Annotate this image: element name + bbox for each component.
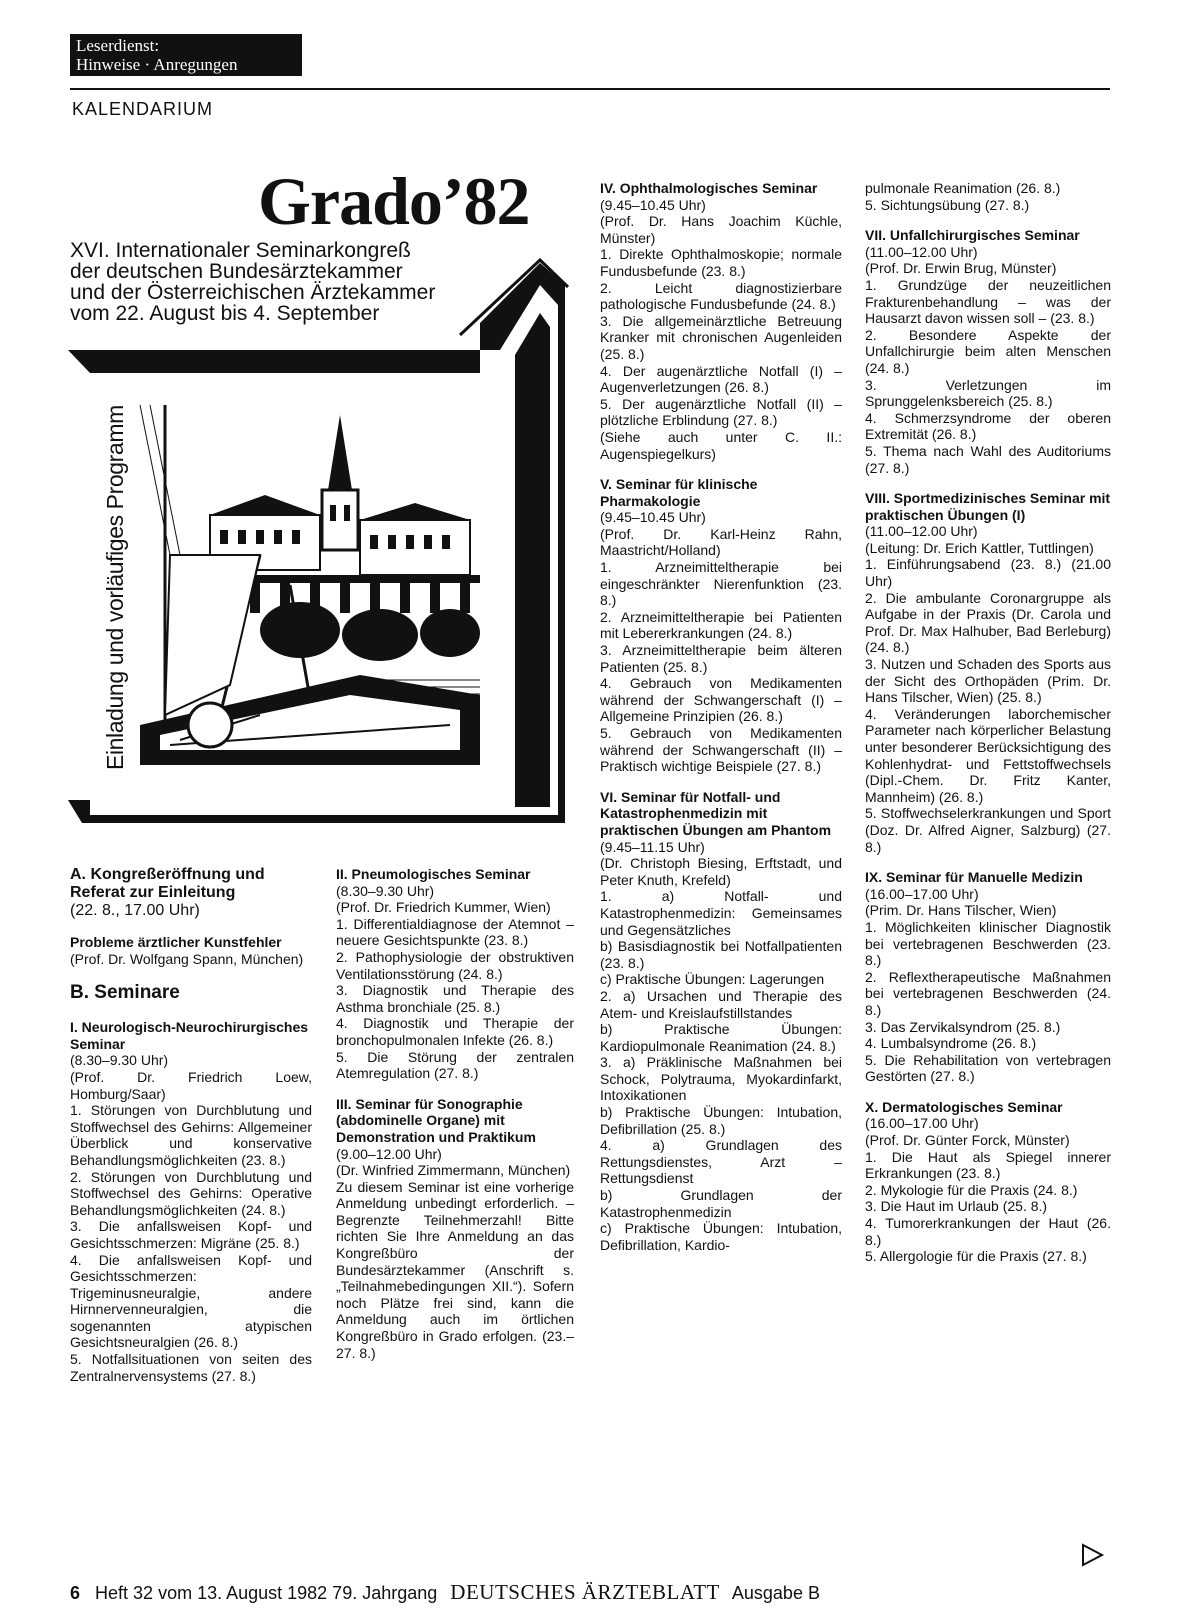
list-item: c) Praktische Übungen: Intubation, Defibrillation, Kardio-: [600, 1220, 842, 1253]
list-item: 4. Veränderungen laborchemischer Parameter nach körperlicher Belastung unter besonderer Berücksichtigung des Kohlenhydrat- und Fettstoffwechsels (Dipl.-Chem. Dr. Fritz Kanter, Mannheim) (26. 8.): [865, 705, 1111, 805]
seminar-3-note: Zu diesem Seminar ist eine vorherige Anmeldung unbedingt erforderlich. – Begrenzte Teilnehmerzahl! Bitte richten Sie Ihre Anmeldung an das Kongreßbüro der Bundesärztekammer (Anschrift s. „Teilnahmebedingungen XII.“). Sofern noch Plätze frei sind, kann die Anmeldung auch im örtlichen Kongreßbüro in Grado erfolgen. (23.–27. 8.): [336, 1178, 574, 1361]
section-label: KALENDARIUM: [72, 99, 214, 119]
masthead-banner: [70, 34, 302, 76]
journal-name: DEUTSCHES ÄRZTEBLATT: [450, 1580, 720, 1604]
list-item: 2. a) Ursachen und Therapie des Atem- und Kreislaufstillstandes: [600, 987, 842, 1021]
masthead-line-1: Leserdienst:: [76, 36, 160, 55]
seminar-3-person: (Dr. Winfried Zimmermann, München): [336, 1162, 571, 1179]
seminar-1-heading: I. Neurologisch-Neurochirurgisches Seminar: [70, 1019, 309, 1052]
seminar-1-person: (Prof. Dr. Friedrich Loew, Homburg/Saar): [70, 1068, 312, 1102]
list-item: 5. Thema nach Wahl des Auditoriums (27. 8.): [865, 442, 1111, 476]
section-b-heading: B. Seminare: [70, 982, 180, 1004]
list-item: 5. Der augenärztliche Notfall (II) – plötzliche Erblindung (27. 8.): [600, 395, 842, 429]
list-item: 5. Stoffwechselerkrankungen und Sport (Doz. Dr. Alfred Aigner, Salzburg) (27. 8.): [865, 805, 1111, 855]
column-1: [70, 866, 312, 1384]
seminar-6-person: (Dr. Christoph Biesing, Erftstadt, und Peter Knuth, Krefeld): [600, 855, 842, 888]
column-2: [336, 866, 574, 1361]
list-item: 2. Pathophysiologie der obstruktiven Ventilationsstörung (24. 8.): [336, 948, 574, 982]
list-item: b) Grundlagen der Katastrophenmedizin: [600, 1187, 842, 1220]
edition-label: Ausgabe B: [731, 1583, 820, 1603]
seminar-9-heading: IX. Seminar für Manuelle Medizin: [865, 869, 1083, 886]
column-4: [865, 180, 1111, 1265]
list-item: 1. Grundzüge der neuzeitlichen Frakturenbehandlung – was der Hausarzt davon wissen soll – (23. 8.): [865, 276, 1111, 327]
seminar-3-time: (9.00–12.00 Uhr): [336, 1145, 442, 1162]
list-item: b) Basisdiagnostik bei Notfallpatienten (23. 8.): [600, 938, 842, 971]
list-item: 2. Die ambulante Coronargruppe als Aufgabe in der Praxis (Dr. Carola und Prof. Dr. Max Halhuber, Bad Berleburg) (24. 8.): [865, 589, 1111, 656]
list-item: 3. Arzneimitteltherapie beim älteren Patienten (25. 8.): [600, 642, 842, 675]
list-item: 1. Die Haut als Spiegel innerer Erkrankungen (23. 8.): [865, 1148, 1111, 1182]
list-item: 1. Einführungsabend (23. 8.) (21.00 Uhr): [865, 556, 1111, 590]
section-a-time: (22. 8., 17.00 Uhr): [70, 902, 200, 919]
list-item: 5. Notfallsituationen von seiten des Zentralnervensystems (27. 8.): [70, 1351, 312, 1384]
seminar-8-person: (Leitung: Dr. Erich Kattler, Tuttlingen): [865, 539, 1094, 556]
list-item: 1. Arzneimitteltherapie bei eingeschränkter Nierenfunktion (23. 8.): [600, 559, 842, 609]
header-rule: [70, 88, 1110, 90]
list-item: 4. Die anfallsweisen Kopf- und Gesichtsschmerzen: Trigeminusneuralgie, andere Hirnnervenneuralgien, die sogenannten atypischen Gesichtsneuralgien (26. 8.): [70, 1251, 312, 1351]
list-item: 1. Differentialdiagnose der Atemnot – neuere Gesichtspunkte (23. 8.): [336, 915, 574, 949]
seminar-4-person: (Prof. Dr. Hans Joachim Küchle, Münster): [600, 213, 842, 246]
list-item: 2. Leicht diagnostizierbare pathologische Fundusbefunde (24. 8.): [600, 279, 842, 313]
subtitle-line: XVI. Internationaler Seminarkongreß: [70, 239, 411, 262]
list-item: 2. Störungen von Durchblutung und Stoffwechsel des Gehirns: Operative Behandlungsmöglichkeiten (24. 8.): [70, 1168, 312, 1218]
list-item: 3. Verletzungen im Sprunggelenksbereich (25. 8.): [865, 376, 1111, 410]
seminar-5-heading: V. Seminar für klinische Pharmakologie: [600, 476, 758, 509]
section-a-subheading: Probleme ärztlicher Kunstfehler: [70, 934, 282, 950]
seminar-6-time: (9.45–11.15 Uhr): [600, 838, 705, 855]
page-footer: [70, 1580, 1110, 1605]
section-a-person: (Prof. Dr. Wolfgang Spann, München): [70, 950, 304, 967]
list-item: b) Praktische Übungen: Intubation, Defibrillation (25. 8.): [600, 1104, 842, 1137]
list-item: pulmonale Reanimation (26. 8.): [865, 180, 1061, 196]
list-item: 4. Lumbalsyndrome (26. 8.): [865, 1035, 1037, 1052]
list-item: 4. Schmerzsyndrome der oberen Extremität (26. 8.): [865, 409, 1111, 443]
list-item: 2. Reflextherapeutische Maßnahmen bei vertebragenen Beschwerden (24. 8.): [865, 968, 1111, 1018]
seminar-7-heading: VII. Unfallchirurgisches Seminar: [865, 227, 1080, 244]
list-item: 3. Diagnostik und Therapie des Asthma bronchiale (25. 8.): [336, 982, 574, 1015]
list-item: 4. a) Grundlagen des Rettungsdienstes, Arzt – Rettungsdienst: [600, 1137, 842, 1187]
seminar-9-time: (16.00–17.00 Uhr): [865, 885, 979, 902]
grado-harbour-illustration: [60, 255, 570, 845]
issue-info: Heft 32 vom 13. August 1982 79. Jahrgang: [95, 1583, 438, 1603]
list-item: 3. Das Zervikalsyndrom (25. 8.): [865, 1018, 1061, 1035]
seminar-7-person: (Prof. Dr. Erwin Brug, Münster): [865, 260, 1057, 277]
list-item: 1. Möglichkeiten klinischer Diagnostik bei vertebragenen Beschwerden (23. 8.): [865, 918, 1111, 969]
seminar-8-heading: VIII. Sportmedizinisches Seminar mit praktischen Übungen (I): [865, 490, 1111, 523]
seminar-2-person: (Prof. Dr. Friedrich Kummer, Wien): [336, 899, 551, 916]
triangle-right-icon: [1079, 1542, 1105, 1568]
seminar-10-heading: X. Dermatologisches Seminar: [865, 1098, 1063, 1115]
list-item: 3. a) Präklinische Maßnahmen bei Schock, Polytrauma, Myokardinfarkt, Intoxikationen: [600, 1054, 842, 1104]
seminar-10-person: (Prof. Dr. Günter Forck, Münster): [865, 1132, 1070, 1149]
list-item: 5. Sichtungsübung (27. 8.): [865, 196, 1030, 213]
seminar-9-person: (Prim. Dr. Hans Tilscher, Wien): [865, 902, 1057, 919]
seminar-2-time: (8.30–9.30 Uhr): [336, 882, 435, 899]
seminar-5-person: (Prof. Dr. Karl-Heinz Rahn, Maastricht/Holland): [600, 525, 842, 559]
list-item: 5. Die Störung der zentralen Atemregulation (27. 8.): [336, 1048, 574, 1082]
seminar-2-heading: II. Pneumologisches Seminar: [336, 866, 531, 882]
masthead-line-2: Hinweise · Anregungen: [76, 55, 238, 74]
list-item: 4. Gebrauch von Medikamenten während der Schwangerschaft (I) – Allgemeine Prinzipien (26. 8.): [600, 675, 842, 725]
subtitle-line: und der Österreichischen Ärztekammer: [70, 281, 436, 304]
section-a-heading: A. Kongreßeröffnung und Referat zur Einleitung: [70, 866, 265, 901]
seminar-3-heading: III. Seminar für Sonographie (abdominelle Organe) mit Demonstration und Praktikum: [336, 1095, 536, 1145]
list-item: 5. Die Rehabilitation von vertebragen Gestörten (27. 8.): [865, 1051, 1111, 1085]
page-title: Grado’82: [258, 163, 530, 239]
list-item: c) Praktische Übungen: Lagerungen: [600, 971, 825, 988]
list-item: 5. Allergologie für die Praxis (27. 8.): [865, 1248, 1087, 1265]
list-item: (Siehe auch unter C. II.: Augenspiegelkurs): [600, 428, 842, 462]
subtitle-line: der deutschen Bundesärztekammer: [70, 260, 403, 283]
list-item: 2. Besondere Aspekte der Unfallchirurgie beim alten Menschen (24. 8.): [865, 326, 1111, 376]
seminar-10-time: (16.00–17.00 Uhr): [865, 1115, 979, 1132]
list-item: 3. Nutzen und Schaden des Sports aus der Sicht des Orthopäden (Prim. Dr. Hans Tilscher, Wien) (25. 8.): [865, 656, 1111, 706]
vertical-program-label: Einladung und vorläufiges Programm: [102, 405, 128, 770]
list-item: 4. Der augenärztliche Notfall (I) – Augenverletzungen (26. 8.): [600, 362, 842, 396]
page-number: 6: [70, 1583, 81, 1603]
seminar-8-time: (11.00–12.00 Uhr): [865, 523, 978, 540]
list-item: 1. Direkte Ophthalmoskopie; normale Fundusbefunde (23. 8.): [600, 246, 842, 279]
list-item: b) Praktische Übungen: Kardiopulmonale Reanimation (24. 8.): [600, 1021, 842, 1054]
seminar-5-time: (9.45–10.45 Uhr): [600, 509, 706, 526]
column-3: [600, 180, 842, 1253]
list-item: 3. Die anfallsweisen Kopf- und Gesichtsschmerzen: Migräne (25. 8.): [70, 1218, 312, 1251]
list-item: 3. Die allgemeinärztliche Betreuung Kranker mit chronischen Augenleiden (25. 8.): [600, 312, 842, 362]
list-item: 3. Die Haut im Urlaub (25. 8.): [865, 1198, 1048, 1215]
list-item: 2. Mykologie für die Praxis (24. 8.): [865, 1181, 1078, 1198]
list-item: 4. Diagnostik und Therapie der bronchopulmonalen Infekte (26. 8.): [336, 1015, 574, 1048]
seminar-4-heading: IV. Ophthalmologisches Seminar: [600, 180, 818, 196]
seminar-4-time: (9.45–10.45 Uhr): [600, 196, 706, 213]
subtitle-line: vom 22. August bis 4. September: [70, 302, 380, 325]
list-item: 1. a) Notfall- und Katastrophenmedizin: Gemeinsames und Gegensätzliches: [600, 888, 842, 938]
seminar-7-time: (11.00–12.00 Uhr): [865, 243, 978, 260]
seminar-1-time: (8.30–9.30 Uhr): [70, 1052, 169, 1069]
list-item: 4. Tumorerkrankungen der Haut (26. 8.): [865, 1215, 1111, 1248]
list-item: 2. Arzneimitteltherapie bei Patienten mit Lebererkrankungen (24. 8.): [600, 608, 842, 642]
list-item: 5. Gebrauch von Medikamenten während der Schwangerschaft (II) – Praktisch wichtige Beispiele (27. 8.): [600, 725, 842, 775]
seminar-6-heading: VI. Seminar für Notfall- und Katastrophenmedizin mit praktischen Übungen am Phantom: [600, 788, 832, 838]
list-item: 1. Störungen von Durchblutung und Stoffwechsel des Gehirns: Allgemeiner Überblick und konservative Behandlungsmöglichkeiten (23. 8.): [70, 1102, 312, 1168]
